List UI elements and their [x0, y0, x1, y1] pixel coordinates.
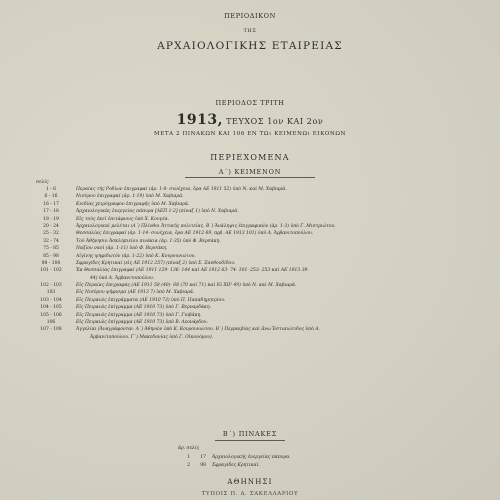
contents-title: 44) ὑπὸ Α. Ἀρβανιτοπούλου. — [90, 275, 155, 281]
contents-pages: 18 - 19 — [43, 216, 59, 222]
contents-pages: 106 — [46, 320, 56, 326]
contents-row — [28, 334, 468, 341]
contents-row — [28, 297, 468, 304]
contents-row — [28, 193, 468, 200]
contents-title: Εἰς τοὺς ἐκεῖ ἐπιτάφιους ὑπὸ Χ. Κουγέα. — [76, 216, 170, 222]
contents-pages: 85 - 98 — [43, 253, 59, 259]
contents-pages: 104 - 105 — [40, 305, 62, 311]
contents-pages: 103 — [46, 290, 56, 296]
contents-row — [28, 216, 468, 223]
issue-line — [0, 112, 500, 128]
contents-pages: 101 - 102 — [40, 268, 62, 274]
pages-column-label: σελίς — [36, 180, 49, 185]
contents-pages: 102 - 103 — [40, 283, 62, 289]
contents-row — [28, 326, 468, 333]
section-divider — [215, 440, 285, 441]
contents-title: Εἰς Πειραιῶς ἐπίγραμμα (ΑΕ 1910 73) ὑπὸ Γ. Βερναρδάκη. — [76, 305, 211, 311]
contents-list — [28, 186, 468, 341]
contents-title: Σφραγίδες Κρητικαί (εἰς ΑΕ 1912 257) (πίναξ 2) ὑπὸ Σ. Ξανθουδίδου. — [76, 260, 236, 266]
contents-title: Κνιδίας χειρόγραφον ἐπιγραφῆς ὑπὸ Μ. Χαβιαρᾶ. — [76, 201, 190, 207]
contents-row — [28, 238, 468, 245]
contents-title: Ἐκ Θεσσαλίας ἐπιγραφαί (ΑΕ 1911 129· 136· 144 καὶ ΑΕ 1912 63· 74· 101· 253· 253 καὶ ΑΕ 1913 39· — [76, 268, 309, 274]
contents-pages: 32 - 74 — [43, 238, 59, 244]
plate-row — [178, 463, 260, 468]
contents-title: Τοῦ Ἀθήνησιν Ἀσκληπιείου πινάκια (ἀρ. 1-35) ὑπὸ Φ. Βερσάκη. — [76, 238, 221, 244]
contents-pages: 98 - 100 — [41, 260, 61, 266]
contents-row — [28, 208, 468, 215]
imprint-printer: ΤΥΠΟΙΣ Π. Δ. ΣΑΚΕΛΛΑΡΙΟΥ — [201, 491, 299, 497]
contents-row — [28, 319, 468, 326]
contents-pages: 107 - 108 — [40, 327, 62, 333]
contents-title: Εἰς Πειραιῶς ἐπίγραμμα (ΑΕ 1910 73) ὑπὸ Β. Λεονάρδου. — [76, 320, 208, 326]
contents-pages: 1 - 6 — [45, 187, 57, 192]
plate-row — [178, 455, 291, 460]
contents-row — [28, 186, 468, 193]
section-divider — [185, 177, 315, 178]
contents-pages: 75 - 85 — [43, 246, 59, 252]
contents-pages: 103 - 104 — [40, 297, 62, 303]
contents-row — [28, 275, 468, 282]
plate-number: 2 — [187, 463, 190, 468]
contents-title: Περαίας τῆς Ροδίων ἐπιγραφαί (ἀρ. 1-8· συνέχεια, ὅρα ΑΕ 1911 52) ὑπὸ Ν. καὶ Μ. Χαβιαρᾶ. — [76, 187, 287, 192]
contents-row — [28, 260, 468, 267]
contents-row — [28, 201, 468, 208]
contents-heading: ΠΕΡΙΕΧΟΜΕΝΑ — [210, 153, 290, 162]
plate-title: Σφραγίδες Κρητικαί. — [212, 463, 260, 468]
issue-year: 1913, — [176, 112, 223, 128]
contents-title: Αἰγίνης ψηφιδωτόν (ἀρ. 1-22) ὑπὸ Κ. Κουρουνιώτου. — [76, 253, 196, 259]
contents-row — [28, 282, 468, 289]
contents-row — [28, 304, 468, 311]
issue-number: ΤΕΥΧΟΣ 1ον ΚΑΙ 2ον — [226, 117, 324, 126]
contents-title: Εἰς Πειραιῶς ἐπίγραμμα (ΑΕ 1910 73) ὑπὸ Γ. Γιοβάκη. — [76, 312, 202, 318]
contents-pages: 25 - 32 — [43, 231, 59, 237]
contents-title: Ἀρχαιολογικὰς ἐνεργείας πάπυρα [ΑΕΠ 1-2] (πίναξ 1) ὑπὸ Ν. Χαβιαρᾶ. — [76, 209, 239, 215]
plate-title: Ἀρχαιολογικῆς ἐνεργείας πάπυρα. — [212, 455, 291, 460]
contents-title: Εἰς Πειραιῶς ἐπιγράμματα (ΑΕ 1910 73) ὑπὸ Π. Παπαδημητρίου. — [76, 297, 226, 303]
contents-title: Ἀρβανιτοπούλου. Γ΄) Μακεδονίας ὑπὸ Γ. Οἰκονόμου). — [90, 334, 214, 340]
contents-title: Νισύρου ἐπιγραφαί (ἀρ. 1-19) ὑπὸ Μ. Χαβιαρᾶ. — [76, 194, 184, 200]
imprint-city: ΑΘΗΝΗΣΙ — [227, 478, 273, 486]
contents-row — [28, 230, 468, 237]
contents-title: Εἰς Περαίας ἐπιγραφὰς (ΑΕ 1911 58 (40)· 68 (70 καὶ 71) καὶ IG XII² 49) ὑπὸ Ν. καὶ Μ. Χαβιαρᾶ. — [76, 283, 297, 289]
contents-title: Ναξίου ναοὶ (ἀρ. 1-11) ὑπὸ Φ. Βερσάκη. — [76, 246, 168, 252]
section-a-heading: Α΄) ΚΕΙΜΕΝΟΝ — [218, 168, 282, 176]
contents-title: Εἰς Νισύρου ψήφισμα (ΑΕ 1913 7) ὑπὸ Μ. Χαβιαρᾶ. — [76, 290, 195, 296]
contents-row — [28, 245, 468, 252]
contents-pages: 16 - 17 — [43, 201, 59, 207]
contents-pages: 20 - 24 — [43, 223, 59, 229]
section-b-heading: Β΄) ΠΙΝΑΚΕΣ — [222, 430, 278, 438]
plate-page: 98 — [200, 463, 206, 468]
contents-row — [28, 267, 468, 274]
plates-figures-note: ΜΕΤΑ 2 ΠΙΝΑΚΩΝ ΚΑΙ 106 ΕΝ ΤΩι ΚΕΙΜΕΝΩι ΕΙΚΟΝΩΝ — [153, 131, 347, 137]
contents-title: Ἀγγελίαι (Ἀναγράφονται· Α΄) Ἀθηνῶν ὑπὸ Κ. Κουρουνιώτου. Β΄) Περραιβίας καὶ ἄνω Ἑστιαιώτιδος ὑπὸ Α. — [76, 327, 320, 333]
contents-row — [28, 289, 468, 296]
period-label: ΠΕΡΙΟΔΟΣ ΤΡΙΤΗ — [215, 99, 285, 107]
society-name: ΑΡΧΑΙΟΛΟΓΙΚΗΣ ΕΤΑΙΡΕΙΑΣ — [157, 40, 343, 52]
contents-title: Ἀρχαιολογικαὶ μελέται (Α΄) Πλίνθοι Ἀττικῆς πολιτείας. Β΄) Ἀνάληψις ἐπιγραφικῶν (ἀρ. 1-3) ὑπὸ Γ. Μιστριώτου. — [76, 223, 336, 229]
contents-row — [28, 223, 468, 230]
contents-row — [28, 253, 468, 260]
journal-article: ΤΗΣ — [243, 28, 257, 34]
contents-row — [28, 312, 468, 319]
contents-pages: 105 - 106 — [40, 312, 62, 318]
contents-pages: 17 - 18 — [43, 209, 59, 215]
plate-number: 1 — [187, 455, 190, 460]
contents-pages: 6 - 16 — [44, 194, 58, 200]
plates-column-label: ἀρ. σελίς — [178, 446, 200, 451]
plate-page: 17 — [200, 455, 206, 460]
journal-title: ΠΕΡΙΟΔΙΚΟΝ — [224, 12, 276, 20]
contents-title: Θεσσαλίας ἐπιγραφαί (ἀρ. 1-14· συνέχεια, ὅρα ΑΕ 1912 69, πρβ. ΑΕ 1913 101) ὑπὸ Α. Ἀρβανιτοπούλου. — [76, 231, 314, 237]
